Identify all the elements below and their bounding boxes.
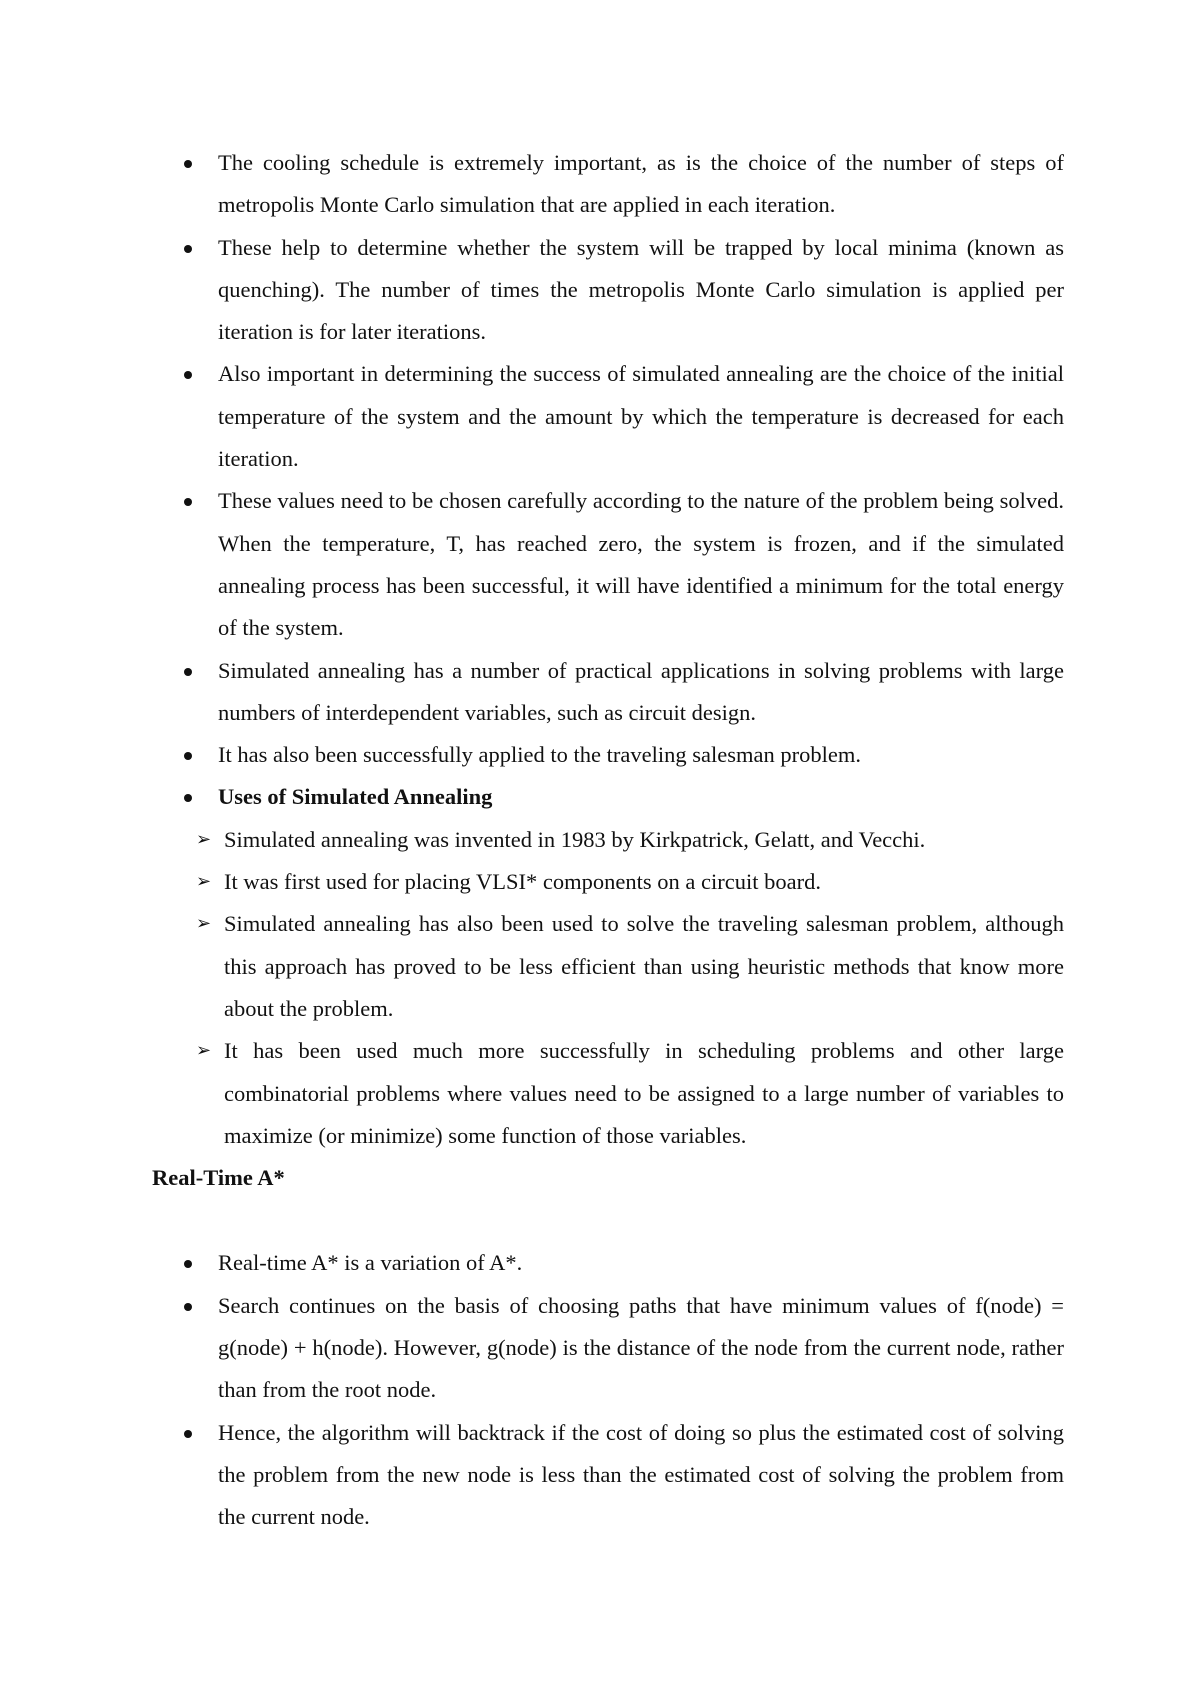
- list-item-text: Also important in determining the success of simulated annealing are the choice of the initial temperature of the system and the amount by which the temperature is decreased for each iteration.: [218, 361, 1064, 472]
- bullet-icon: [184, 245, 192, 253]
- list-item-text: Hence, the algorithm will backtrack if the cost of doing so plus the estimated cost of solving the problem from the new node is less than the estimated cost of solving the problem from the current node.: [218, 1419, 1064, 1530]
- bullet-icon: [184, 1303, 192, 1311]
- bullet-icon: [184, 668, 192, 676]
- list-item: [152, 861, 1064, 903]
- list-item: [152, 650, 1064, 735]
- uses-arrow-list: [152, 819, 1064, 1157]
- uses-list-item: [152, 776, 1064, 1157]
- list-item: [152, 903, 1064, 1030]
- bullet-icon: [184, 752, 192, 760]
- bullet-icon: [184, 371, 192, 379]
- arrow-bullet-icon: ➢: [196, 871, 212, 893]
- list-item-text: Simulated annealing has a number of practical applications in solving problems with large numbers of interdependent variables, such as circuit design.: [218, 657, 1064, 725]
- list-item-text: Simulated annealing has also been used to solve the traveling salesman problem, although this approach has proved to be less efficient than using heuristic methods that know more about the problem.: [224, 911, 1064, 1021]
- bullet-icon: [184, 794, 192, 802]
- list-item: [152, 1242, 1064, 1284]
- list-item-text: It has also been successfully applied to the traveling salesman problem.: [218, 742, 861, 768]
- uses-heading: Uses of Simulated Annealing: [218, 784, 493, 810]
- list-item-text: These help to determine whether the system will be trapped by local minima (known as quenching). The number of times the metropolis Monte Carlo simulation is applied per iteration is for later iterations.: [218, 234, 1064, 345]
- simulated-annealing-bullet-list: [152, 142, 1064, 1157]
- bullet-icon: [184, 1430, 192, 1438]
- list-item: [152, 480, 1064, 649]
- page-content: [152, 142, 1064, 1539]
- arrow-bullet-icon: ➢: [196, 1040, 212, 1062]
- list-item: [152, 1030, 1064, 1157]
- bullet-icon: [184, 498, 192, 506]
- real-time-a-star-bullet-list: [152, 1242, 1064, 1538]
- list-item: [152, 227, 1064, 354]
- list-item-text: The cooling schedule is extremely important, as is the choice of the number of steps of metropolis Monte Carlo simulation that are applied in each iteration.: [218, 150, 1064, 218]
- list-item: [152, 734, 1064, 776]
- list-item: [152, 142, 1064, 227]
- bullet-icon: [184, 1260, 192, 1268]
- list-item: [152, 819, 1064, 861]
- arrow-bullet-icon: ➢: [196, 828, 212, 850]
- list-item-text: Simulated annealing was invented in 1983 by Kirkpatrick, Gelatt, and Vecchi.: [224, 826, 926, 852]
- list-item-text: These values need to be chosen carefully according to the nature of the problem being solved. When the temperature, T, has reached zero, the system is frozen, and if the simulated annealing process has been successful, it will have identified a minimum for the total energy of the system.: [218, 488, 1064, 641]
- arrow-bullet-icon: ➢: [196, 913, 212, 935]
- section-heading: Real-Time A*: [152, 1165, 285, 1191]
- list-item: [152, 1412, 1064, 1539]
- list-item: [152, 353, 1064, 480]
- list-item-text: Real-time A* is a variation of A*.: [218, 1250, 523, 1276]
- spacer: [152, 1199, 1064, 1242]
- list-item-text: Search continues on the basis of choosing paths that have minimum values of f(node) = g(node) + h(node). However, g(node) is the distance of the node from the current node, rather than from the root node.: [218, 1292, 1064, 1403]
- list-item: [152, 1285, 1064, 1412]
- bullet-icon: [184, 160, 192, 168]
- list-item-text: It has been used much more successfully in scheduling problems and other large combinatorial problems where values need to be assigned to a large number of variables to maximize (or minimize) some function of those variables.: [224, 1038, 1064, 1148]
- list-item-text: It was first used for placing VLSI* components on a circuit board.: [224, 869, 821, 895]
